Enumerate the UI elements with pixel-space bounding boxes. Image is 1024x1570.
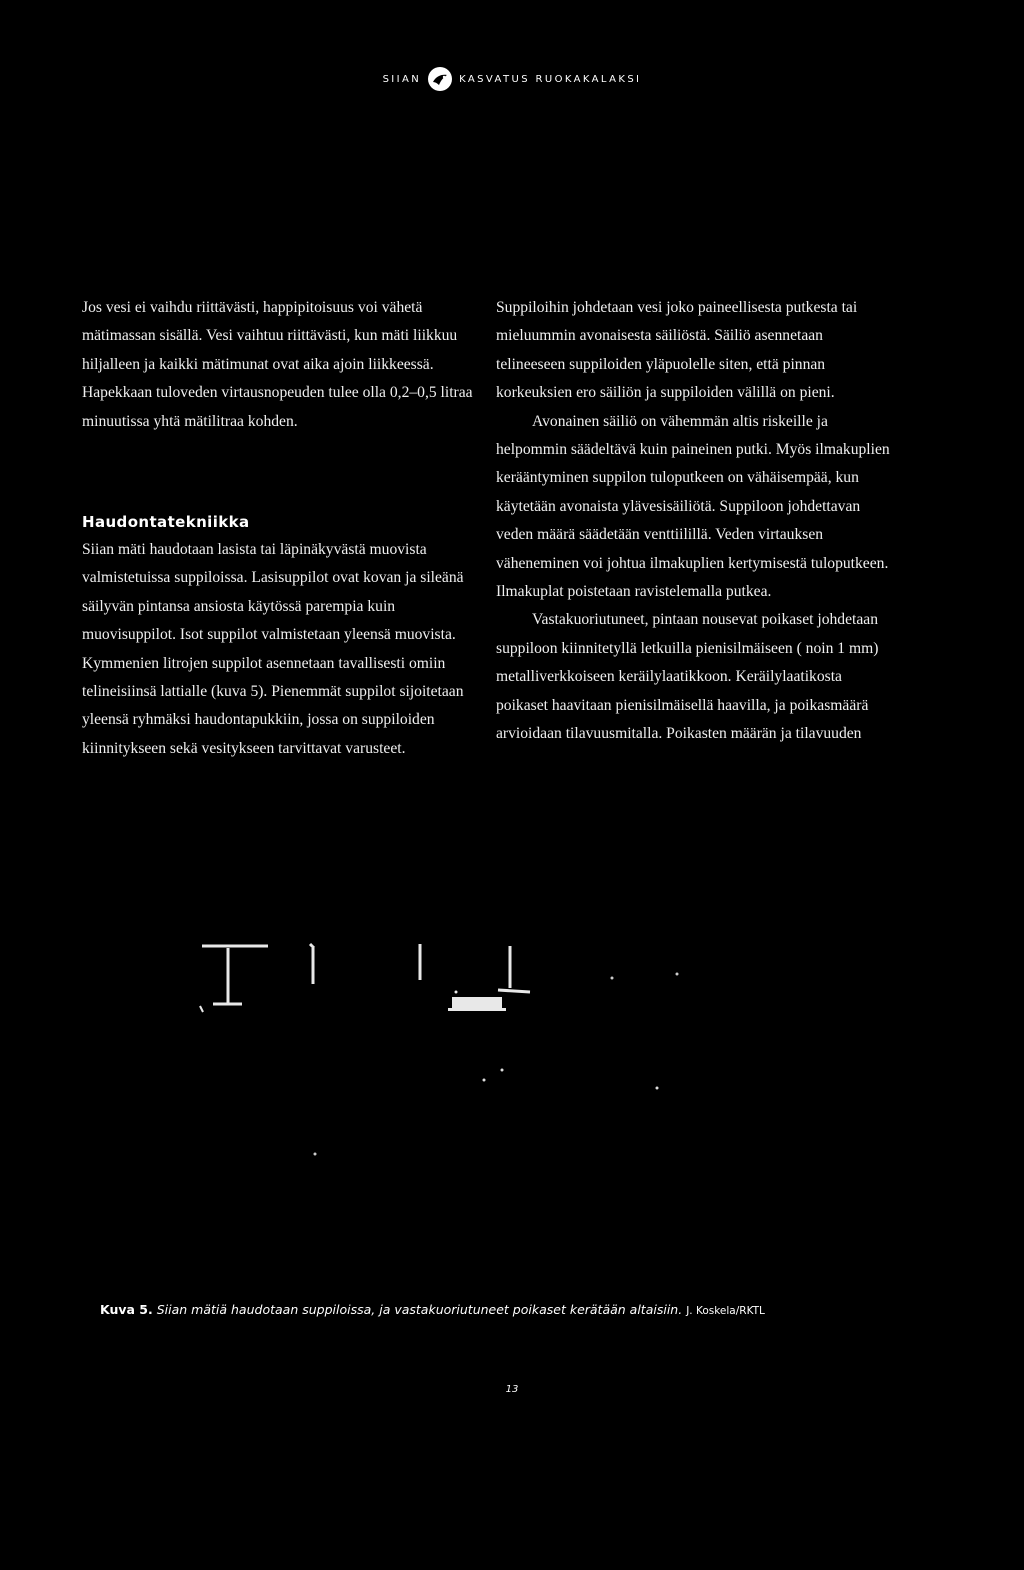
figure-caption — [100, 1302, 960, 1317]
header-right-text: KASVATUS RUOKAKALAKSI — [459, 73, 642, 85]
left-paragraph-2: Siian mäti haudotaan lasista tai läpinäkyvästä muovista valmistetuissa suppiloissa. Lasisuppilot ovat kovan ja sileänä säilyvän pintansa ansiosta käytössä parempia kuin muovisuppilot. Isot suppilot valmistetaan yleensä muovista. Kymmenien litrojen suppilot asennetaan tavallisesti omiin telineisiinsä lattialle (kuva 5). Pienemmät suppilot sijoitetaan yleensä ryhmäksi haudontapukkiin, jossa on suppiloiden kiinnitykseen sekä vesitykseen tarvittavat varusteet. — [82, 541, 464, 757]
caption-credit: J. Koskela/RKTL — [686, 1305, 765, 1317]
caption-text: Siian mätiä haudotaan suppiloissa, ja vastakuoriutuneet poikaset kerätään altaisiin. — [156, 1302, 683, 1317]
page-number: 13 — [505, 1384, 519, 1395]
header-left-text: SIIAN — [382, 73, 422, 85]
incubation-funnels-photo — [82, 870, 942, 1290]
caption-label: Kuva 5. — [100, 1302, 153, 1317]
left-column — [82, 294, 482, 763]
left-paragraph-1: Jos vesi ei vaihdu riittävästi, happipitoisuus voi vähetä mätimassan sisällä. Vesi vaihtuu riittävästi, kun mäti liikkuu hiljalleen ja kaikki mätimunat ovat aika ajoin liikkeessä. Hapekkaan tuloveden virtausnopeuden tulee olla 0,2–0,5 litraa minuutissa yhtä mätilitraa kohden. — [82, 299, 473, 430]
right-paragraph-3: Vastakuoriutuneet, pintaan nousevat poikaset johdetaan suppiloon kiinnitetyllä letkuilla pienisilmäiseen ( noin 1 mm) metalliverkkoiseen keräilylaatikkoon. Keräilylaatikosta poikaset haavitaan pienisilmäisellä haavilla, ja poikasmäärä arvioidaan tilavuusmitalla. Poikasten määrän ja tilavuuden — [496, 611, 879, 743]
right-column — [496, 294, 896, 749]
right-paragraph-1: Suppiloihin johdetaan vesi joko paineellisesta putkesta tai mieluummin avonaisesta säiliöstä. Säiliö asennetaan telineeseen suppiloiden yläpuolelle siten, että pinnan korkeuksien ero säiliön ja suppiloiden välillä on pieni. — [496, 299, 858, 402]
figure-photo — [82, 870, 942, 1570]
right-paragraph-2: Avonainen säiliö on vähemmän altis riskeille ja helpommin säädeltävä kuin paineinen putki. Myös ilmakuplien kerääntyminen suppilon tuloputkeen on vähäisempää, kun käytetään avonaista ylävesisäiliötä. Suppiloon johdettavan veden määrä säädetään venttiilillä. Veden virtauksen väheneminen voi johtua ilmakuplien kertymisestä tuloputkeen. Ilmakuplat poistetaan ravistelemalla putkea. — [496, 412, 890, 601]
section-heading: Haudontatekniikka — [82, 513, 250, 532]
running-header — [0, 66, 1024, 92]
fish-circle-logo-icon — [427, 66, 453, 92]
